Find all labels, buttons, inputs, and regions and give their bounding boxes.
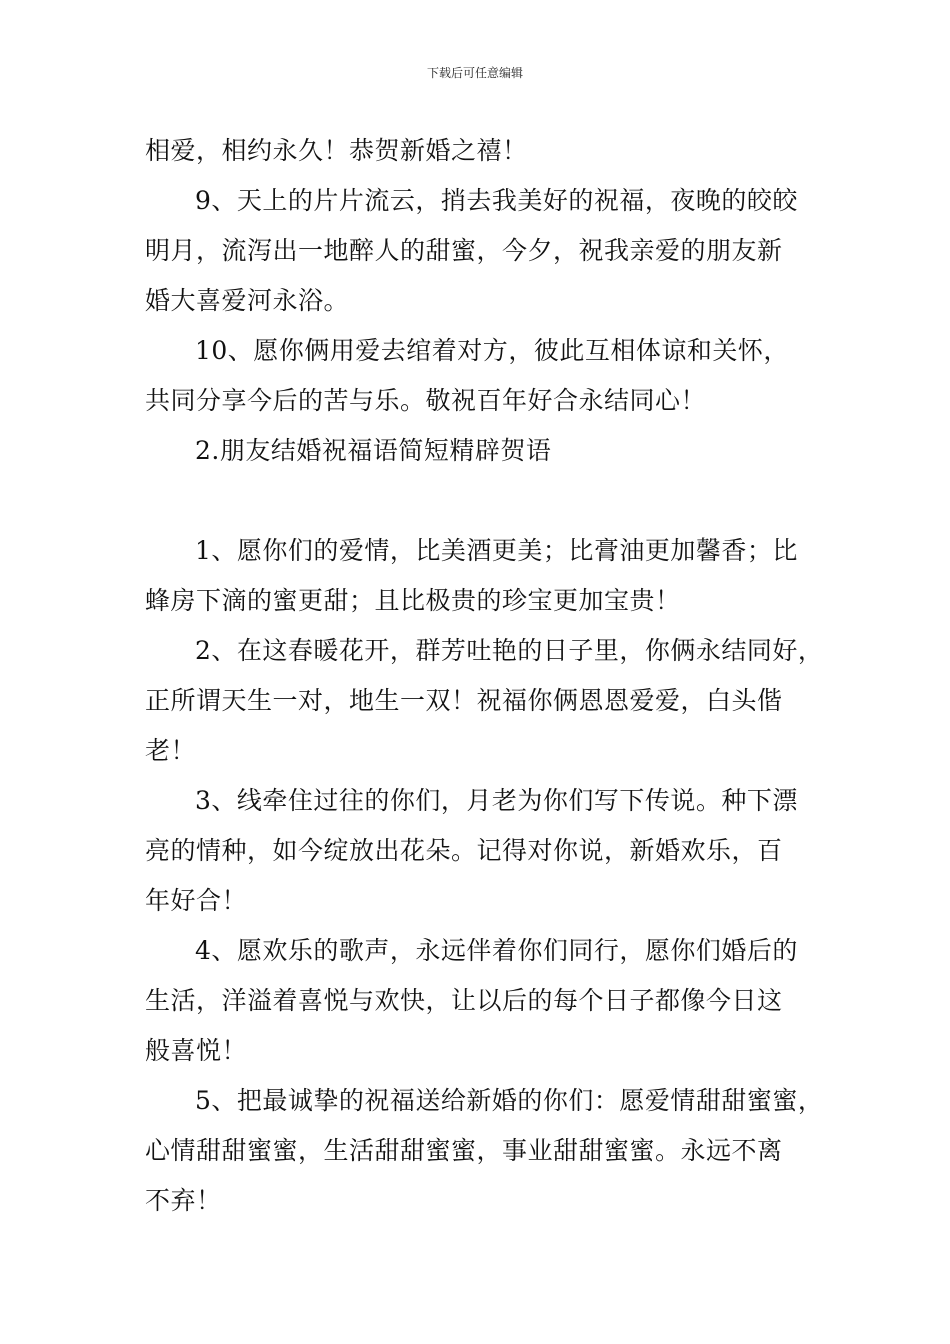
paragraph-item-3 <box>145 776 813 926</box>
paragraph-item-2 <box>145 626 824 776</box>
paragraph-item-10 <box>145 326 813 426</box>
text-line: 心情甜甜蜜蜜，生活甜甜蜜蜜，事业甜甜蜜蜜。永远不离 <box>145 1136 783 1165</box>
paragraph-item-4 <box>145 926 813 1076</box>
text-line: 3、线牵住过往的你们，月老为你们写下传说。种下漂 <box>195 786 798 815</box>
paragraph-closing-blessing <box>145 126 813 176</box>
text-line: 共同分享今后的苦与乐。敬祝百年好合永结同心！ <box>145 386 707 415</box>
text-line: 正所谓天生一对，地生一双！祝福你俩恩恩爱爱，白头偕 <box>145 686 783 715</box>
text-line: 1、愿你们的爱情，比美酒更美；比膏油更加馨香；比 <box>195 536 798 565</box>
document-body <box>145 126 824 1226</box>
section-heading-text: 2.朋友结婚祝福语简短精辟贺语 <box>195 436 552 465</box>
text-line: 年好合！ <box>145 886 248 915</box>
blank-line <box>145 476 813 526</box>
text-line: 相爱，相约永久！恭贺新婚之禧！ <box>145 136 528 165</box>
paragraph-item-5 <box>145 1076 824 1226</box>
text-line: 般喜悦！ <box>145 1036 248 1065</box>
text-line: 9、天上的片片流云，捎去我美好的祝福，夜晚的皎皎 <box>195 186 798 215</box>
text-line: 5、把最诚挚的祝福送给新婚的你们：愿爱情甜甜蜜蜜， <box>195 1086 824 1115</box>
text-line: 蜂房下滴的蜜更甜；且比极贵的珍宝更加宝贵！ <box>145 586 681 615</box>
text-line: 老！ <box>145 736 197 765</box>
section-heading <box>145 426 813 476</box>
text-line: 生活，洋溢着喜悦与欢快，让以后的每个日子都像今日这 <box>145 986 783 1015</box>
text-line: 10、愿你俩用爱去绾着对方，彼此互相体谅和关怀， <box>195 336 789 365</box>
text-line: 婚大喜爱河永浴。 <box>145 286 350 315</box>
text-line: 4、愿欢乐的歌声，永远伴着你们同行，愿你们婚后的 <box>195 936 798 965</box>
paragraph-item-9 <box>145 176 813 326</box>
text-line: 亮的情种，如今绽放出花朵。记得对你说，新婚欢乐，百 <box>145 836 783 865</box>
download-editable-note: 下载后可任意编辑 <box>426 66 523 80</box>
text-line: 不弃！ <box>145 1186 222 1215</box>
text-line: 明月，流泻出一地醉人的甜蜜，今夕，祝我亲爱的朋友新 <box>145 236 783 265</box>
paragraph-item-1 <box>145 526 813 626</box>
text-line: 2、在这春暖花开，群芳吐艳的日子里，你俩永结同好， <box>195 636 824 665</box>
